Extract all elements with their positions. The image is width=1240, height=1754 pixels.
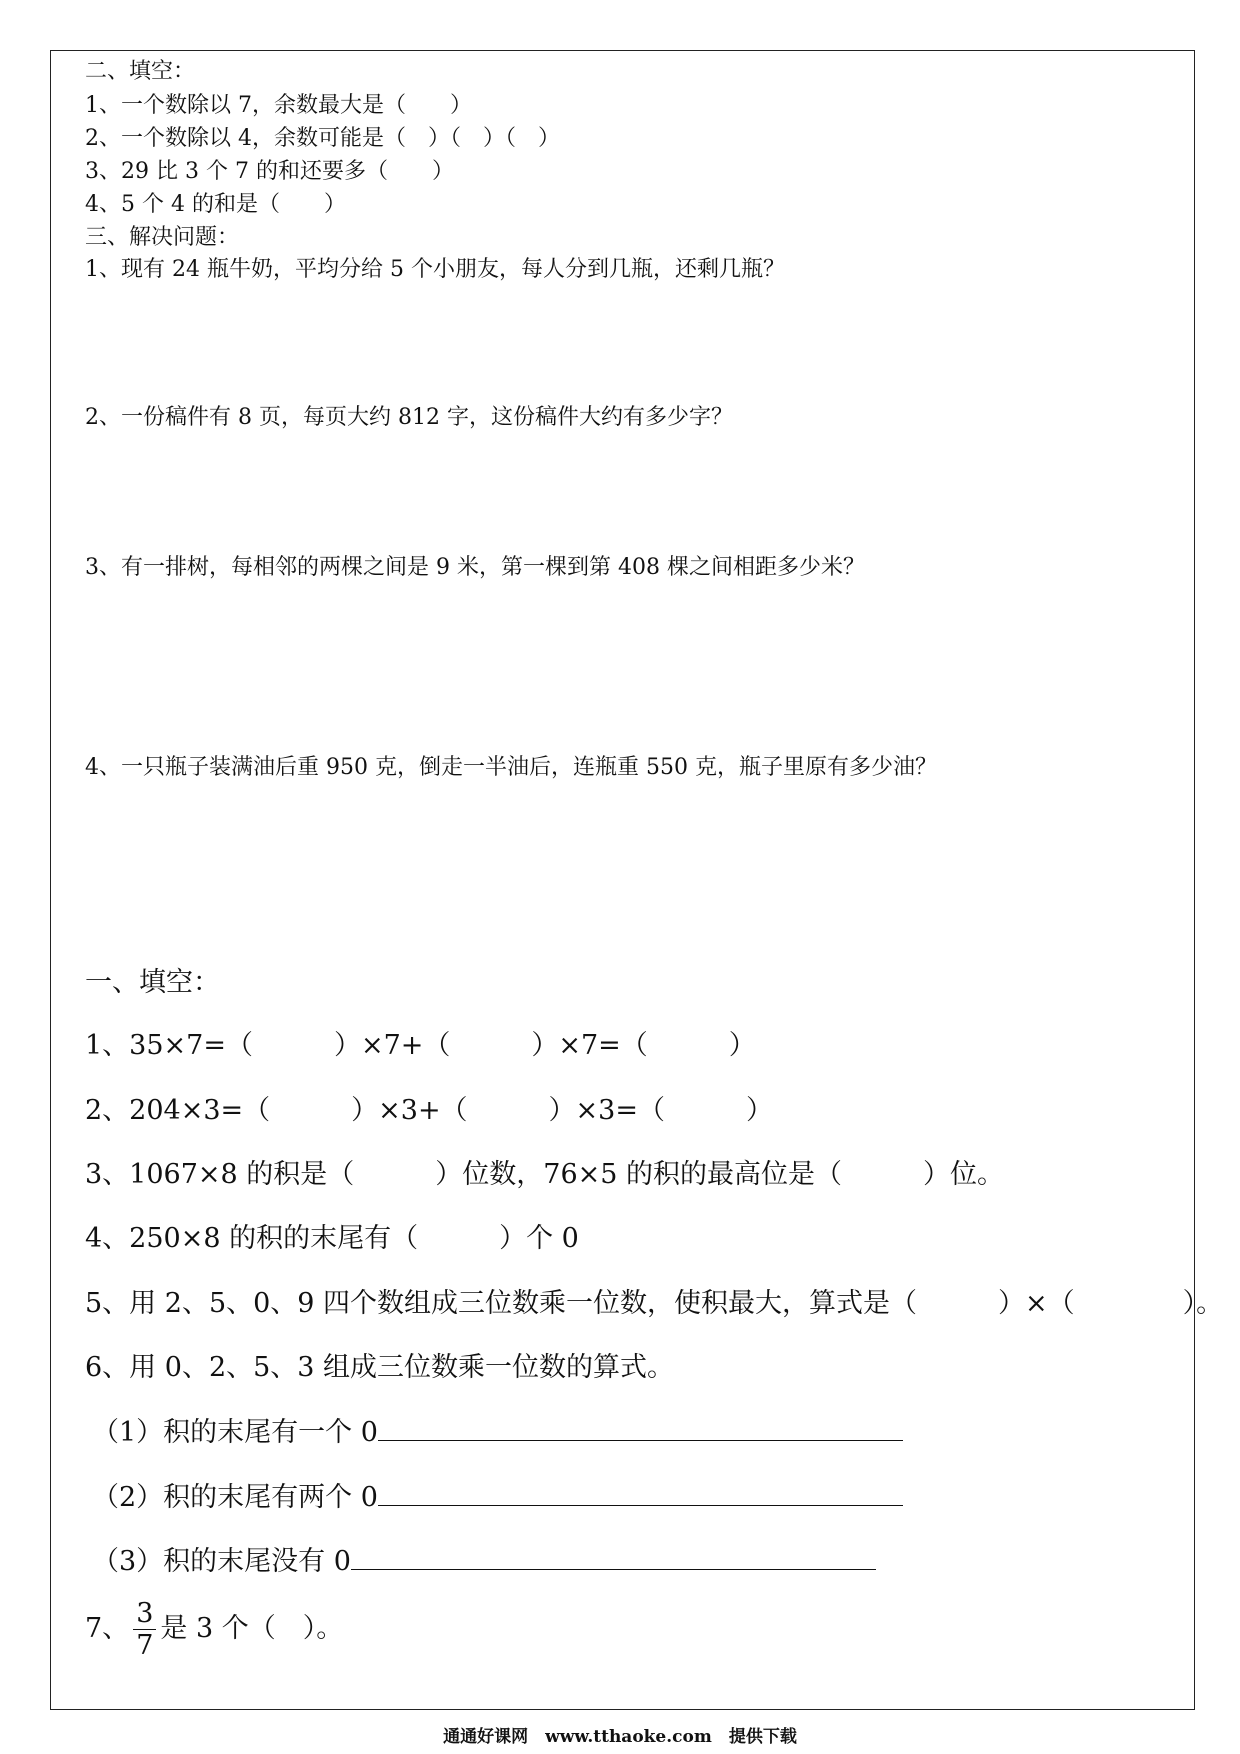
- answer-line-3[interactable]: [351, 1545, 876, 1570]
- section3-item-3: 3、有一排树，每相邻的两棵之间是 9 米，第一棵到第 408 棵之间相距多少米？: [85, 555, 865, 580]
- section2-item-2: 2、一个数除以 4，余数可能是（ ）（ ）（ ）: [85, 126, 560, 151]
- section3-item-2: 2、一份稿件有 8 页，每页大约 812 字，这份稿件大约有多少字？: [85, 405, 733, 430]
- section3-item-1: 1、现有 24 瓶牛奶，平均分给 5 个小朋友，每人分到几瓶，还剩几瓶？: [85, 257, 785, 282]
- section1-item-3: 3、1067×8 的积是（ ）位数，76×5 的积的最高位是（ ）位。: [85, 1159, 1005, 1190]
- subitem-3-label: （3）积的末尾没有 0: [92, 1546, 351, 1577]
- section1-subitem-3: [92, 1539, 876, 1578]
- section2-item-3: 3、29 比 3 个 7 的和还要多（ ）: [85, 159, 454, 184]
- section1-item-2: 2、204×3=（ ）×3+（ ）×3=（ ）: [85, 1095, 773, 1126]
- item7-prefix: 7、: [85, 1613, 130, 1644]
- section3-item-4: 4、一只瓶子装满油后重 950 克，倒走一半油后，连瓶重 550 克，瓶子里原有多少油？: [85, 755, 937, 780]
- section1-title: 一、填空：: [85, 967, 220, 998]
- fraction-denominator: 7: [136, 1630, 154, 1661]
- section1-subitem-2: [92, 1475, 903, 1514]
- section2-item-4: 4、5 个 4 的和是（ ）: [85, 192, 346, 217]
- section1-item-6: 6、用 0、2、5、3 组成三位数乘一位数的算式。: [85, 1352, 675, 1383]
- section2-item-1: 1、一个数除以 7，余数最大是（ ）: [85, 93, 472, 118]
- section1-item-4: 4、250×8 的积的末尾有（ ）个 0: [85, 1223, 579, 1254]
- answer-line-1[interactable]: [378, 1416, 903, 1441]
- section1-item-1: 1、35×7=（ ）×7+（ ）×7=（ ）: [85, 1030, 756, 1061]
- section3-title: 三、解决问题：: [85, 225, 240, 250]
- section1-item-5: 5、用 2、5、0、9 四个数组成三位数乘一位数，使积最大，算式是（ ）×（ ）。: [85, 1288, 1224, 1319]
- subitem-1-label: （1）积的末尾有一个 0: [92, 1417, 378, 1448]
- fraction-numerator: 3: [133, 1600, 156, 1630]
- item7-suffix: 是 3 个（ ）。: [160, 1613, 344, 1644]
- section2-title: 二、填空：: [85, 59, 196, 84]
- section1-subitem-1: [92, 1410, 903, 1449]
- section1-item-7: [85, 1600, 343, 1659]
- footer-credit: 通通好课网 www.tthaoke.com 提供下载: [443, 1727, 797, 1747]
- fraction: [133, 1600, 156, 1659]
- answer-line-2[interactable]: [378, 1481, 903, 1506]
- page-border: [50, 50, 1195, 1710]
- subitem-2-label: （2）积的末尾有两个 0: [92, 1482, 378, 1513]
